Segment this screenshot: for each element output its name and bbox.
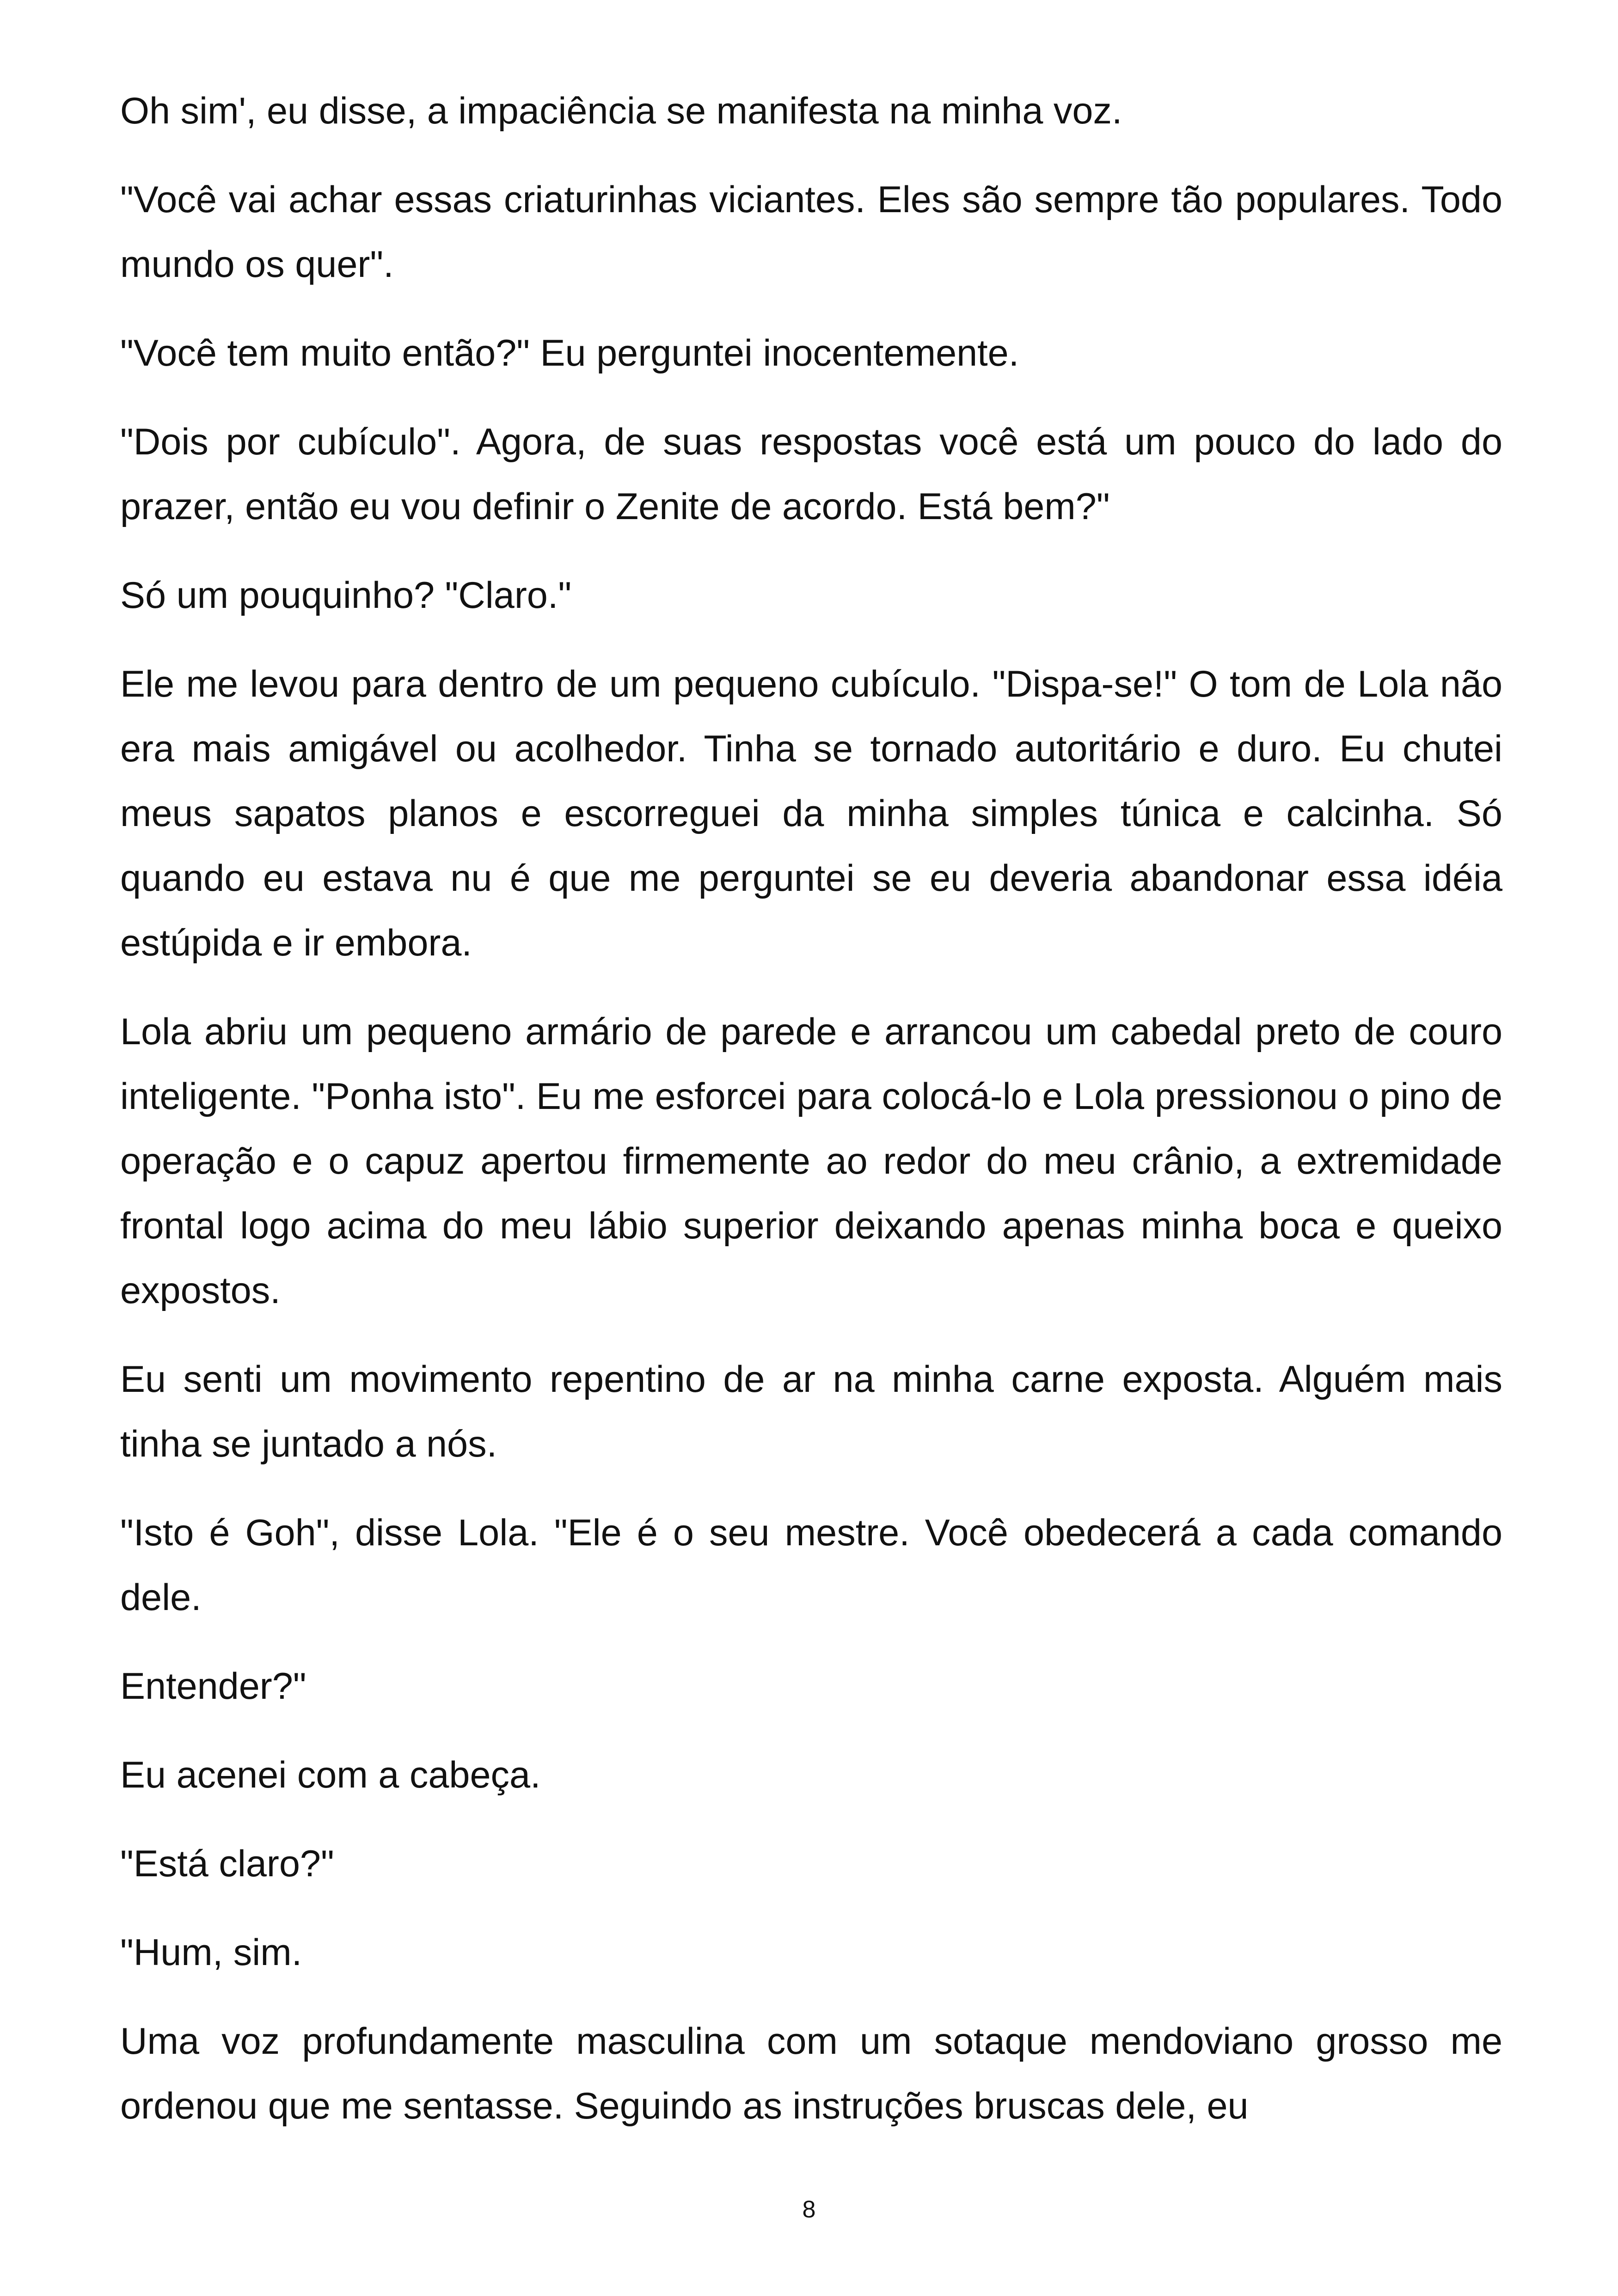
page-body <box>120 79 1502 2162</box>
paragraph: "Dois por cubículo". Agora, de suas respostas você está um pouco do lado do prazer, então eu vou definir o Zenite de acordo. Está bem?" <box>120 421 1502 527</box>
paragraph: Oh sim', eu disse, a impaciência se manifesta na minha voz. <box>120 90 1122 132</box>
paragraph: Eu senti um movimento repentino de ar na minha carne exposta. Alguém mais tinha se juntado a nós. <box>120 1359 1502 1465</box>
page-number: 8 <box>802 2196 816 2223</box>
paragraph: "Você tem muito então?" Eu perguntei inocentemente. <box>120 332 1019 374</box>
paragraph: Entender?" <box>120 1665 306 1707</box>
paragraph: Uma voz profundamente masculina com um sotaque mendoviano grosso me ordenou que me sentasse. Seguindo as instruções bruscas dele, eu <box>120 2020 1502 2127</box>
paragraph: "Hum, sim. <box>120 1932 302 1973</box>
paragraph: "Está claro?" <box>120 1843 334 1885</box>
paragraph: "Você vai achar essas criaturinhas viciantes. Eles são sempre tão populares. Todo mundo os quer". <box>120 179 1502 285</box>
paragraph: "Isto é Goh", disse Lola. "Ele é o seu mestre. Você obedecerá a cada comando dele. <box>120 1512 1502 1618</box>
paragraph: Eu acenei com a cabeça. <box>120 1754 541 1796</box>
paragraph: Ele me levou para dentro de um pequeno cubículo. "Dispa-se!" O tom de Lola não era mais amigável ou acolhedor. Tinha se tornado autoritário e duro. Eu chutei meus sapatos planos e escorreguei da minha simples túnica e calcinha. Só quando eu estava nu é que me perguntei se eu deveria abandonar essa idéia estúpida e ir embora. <box>120 663 1502 964</box>
paragraph: Só um pouquinho? "Claro." <box>120 575 572 616</box>
paragraph: Lola abriu um pequeno armário de parede e arrancou um cabedal preto de couro inteligente. "Ponha isto". Eu me esforcei para colocá-lo e Lola pressionou o pino de operação e o capuz apertou firmemente ao redor do meu crânio, a extremidade frontal logo acima do meu lábio superior deixando apenas minha boca e queixo expostos. <box>120 1011 1502 1311</box>
